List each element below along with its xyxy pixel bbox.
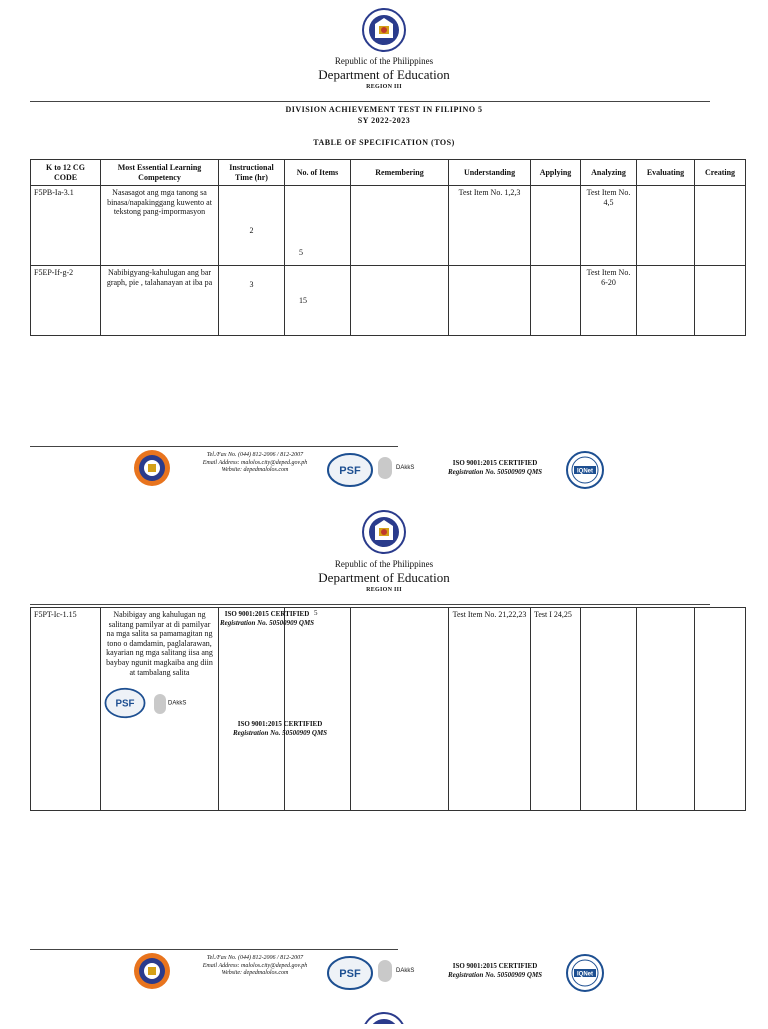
department-label: Department of Education bbox=[318, 67, 450, 82]
cell-code: F5PB-Ia-3.1 bbox=[31, 186, 101, 266]
department-label: Department of Education bbox=[318, 570, 450, 585]
cell-time: 2 bbox=[219, 186, 285, 266]
tos-table-continued bbox=[30, 607, 746, 811]
iso-certification bbox=[430, 962, 560, 980]
iso-overlay-bottom bbox=[220, 720, 340, 738]
deped-seal-icon bbox=[362, 1010, 406, 1029]
cell-code: F5PT-Ic-1.15 bbox=[31, 608, 101, 811]
region-label: REGION III bbox=[366, 84, 402, 90]
cell-evaluating bbox=[637, 186, 695, 266]
website-text: Website: depedmalolos.com bbox=[221, 970, 289, 976]
header-analyzing: Analyzing bbox=[581, 160, 637, 186]
cell-analyzing: Test Item No. 6-20 bbox=[581, 266, 637, 336]
test-title: DIVISION ACHIEVEMENT TEST IN FILIPINO 5 bbox=[285, 105, 483, 114]
header-items: No. of Items bbox=[285, 160, 351, 186]
registration-label: Registration No. 50500909 QMS bbox=[447, 971, 543, 980]
svg-text:PSF: PSF bbox=[339, 968, 361, 980]
cell-creating bbox=[695, 186, 746, 266]
psf-logo-icon bbox=[104, 687, 146, 722]
header-creating: Creating bbox=[695, 160, 746, 186]
iqnet-certified-icon bbox=[566, 451, 604, 494]
website-text: Website: depedmalolos.com bbox=[221, 467, 289, 473]
republic-label: Republic of the Philippines bbox=[334, 56, 434, 66]
header-rule bbox=[30, 101, 710, 102]
header-remembering: Remembering bbox=[351, 160, 449, 186]
cell-applying bbox=[531, 186, 581, 266]
header-time: Instructional Time (hr) bbox=[219, 160, 285, 186]
registration-label: Registration No. 50500909 QMS bbox=[219, 619, 315, 628]
republic-label: Republic of the Philippines bbox=[334, 559, 434, 569]
email-text: Email Address: malolos.city@deped.gov.ph bbox=[202, 459, 308, 466]
cell-understanding: Test Item No. 1,2,3 bbox=[449, 186, 531, 266]
cell-evaluating bbox=[637, 608, 695, 811]
cell-remembering bbox=[351, 186, 449, 266]
iso-label: ISO 9001:2015 CERTIFIED bbox=[452, 459, 538, 467]
header-cg-code: K to 12 CG CODE bbox=[31, 160, 101, 186]
iso-label: ISO 9001:2015 CERTIFIED bbox=[452, 962, 538, 970]
cell-analyzing bbox=[581, 608, 637, 811]
deped-seal-icon bbox=[362, 6, 406, 59]
cell-items bbox=[285, 608, 351, 811]
cell-applying: Test I 24,25 bbox=[531, 608, 581, 811]
cell-creating bbox=[695, 266, 746, 336]
table-row bbox=[31, 266, 746, 336]
registration-label: Registration No. 50500909 QMS bbox=[447, 468, 543, 477]
cell-remembering bbox=[351, 266, 449, 336]
cell-competency: Nasasagot ang mga tanong sa binasa/napakinggang kuwento at tekstong pang-impormasyon bbox=[101, 186, 219, 266]
tos-table bbox=[30, 159, 746, 336]
cell-evaluating bbox=[637, 266, 695, 336]
cell-applying bbox=[531, 266, 581, 336]
registration-label: Registration No. 50500909 QMS bbox=[232, 729, 328, 738]
overlay-item-count: 5 bbox=[314, 609, 318, 617]
cell-time: 3 bbox=[219, 266, 285, 336]
footer-rule bbox=[30, 949, 398, 950]
dakks-logo-icon: DAkkS bbox=[378, 457, 418, 479]
footer-contact bbox=[180, 955, 330, 978]
psf-logo-icon bbox=[327, 452, 373, 493]
tos-title: TABLE OF SPECIFICATION (TOS) bbox=[313, 138, 455, 147]
competency-text: Nabibigay ang kahulugan ng salitang pamilyar at di pamilyar na mga salita sa pamamagitan ng tono o damdamin, paglalarawan, kayarian ng mga salitang iisa ang baybay ngunit magkaiba ang diin at tambalang salita bbox=[106, 610, 213, 677]
iso-certification bbox=[430, 459, 560, 477]
cell-understanding: Test Item No. 21,22,23 bbox=[449, 608, 531, 811]
dakks-logo-icon: DAkkS bbox=[154, 694, 186, 714]
cell-remembering bbox=[351, 608, 449, 811]
iso-label: ISO 9001:2015 CERTIFIED bbox=[224, 610, 310, 618]
header-applying: Applying bbox=[531, 160, 581, 186]
header-evaluating: Evaluating bbox=[637, 160, 695, 186]
table-row bbox=[31, 186, 746, 266]
header-competency: Most Essential Learning Competency bbox=[101, 160, 219, 186]
header-rule bbox=[30, 604, 710, 605]
iso-label: ISO 9001:2015 CERTIFIED bbox=[237, 720, 323, 728]
sdo-malolos-logo-icon bbox=[133, 952, 171, 995]
cell-time bbox=[219, 608, 285, 811]
school-year: SY 2022-2023 bbox=[357, 116, 411, 125]
footer-contact bbox=[180, 452, 330, 475]
email-text: Email Address: malolos.city@deped.gov.ph bbox=[202, 962, 308, 969]
cell-code: F5EP-If-g-2 bbox=[31, 266, 101, 336]
cell-items: 15 bbox=[285, 266, 351, 336]
overlay-logos bbox=[104, 687, 215, 722]
iqnet-certified-icon bbox=[566, 954, 604, 997]
svg-text:PSF: PSF bbox=[115, 698, 135, 710]
header-understanding: Understanding bbox=[449, 160, 531, 186]
cell-items: 5 bbox=[285, 186, 351, 266]
footer-rule bbox=[30, 446, 398, 447]
psf-logo-icon bbox=[327, 955, 373, 996]
telfax-text: Tel./Fax No. (044) 812-2006 / 812-2007 bbox=[206, 452, 304, 458]
table-row bbox=[31, 608, 746, 811]
dakks-logo-icon: DAkkS bbox=[378, 960, 418, 982]
cell-understanding bbox=[449, 266, 531, 336]
cell-competency bbox=[101, 608, 219, 811]
region-label: REGION III bbox=[366, 587, 402, 593]
sdo-malolos-logo-icon bbox=[133, 449, 171, 492]
svg-text:IQNet: IQNet bbox=[576, 971, 594, 978]
table-header-row bbox=[31, 160, 746, 186]
cell-creating bbox=[695, 608, 746, 811]
telfax-text: Tel./Fax No. (044) 812-2006 / 812-2007 bbox=[206, 955, 304, 961]
svg-text:IQNet: IQNet bbox=[576, 468, 594, 475]
svg-text:PSF: PSF bbox=[339, 465, 361, 477]
cell-analyzing: Test Item No. 4,5 bbox=[581, 186, 637, 266]
cell-competency: Nabibigyang-kahulugan ang bar graph, pie , talahanayan at iba pa bbox=[101, 266, 219, 336]
iso-overlay-top bbox=[212, 610, 322, 628]
deped-seal-icon bbox=[362, 508, 406, 561]
